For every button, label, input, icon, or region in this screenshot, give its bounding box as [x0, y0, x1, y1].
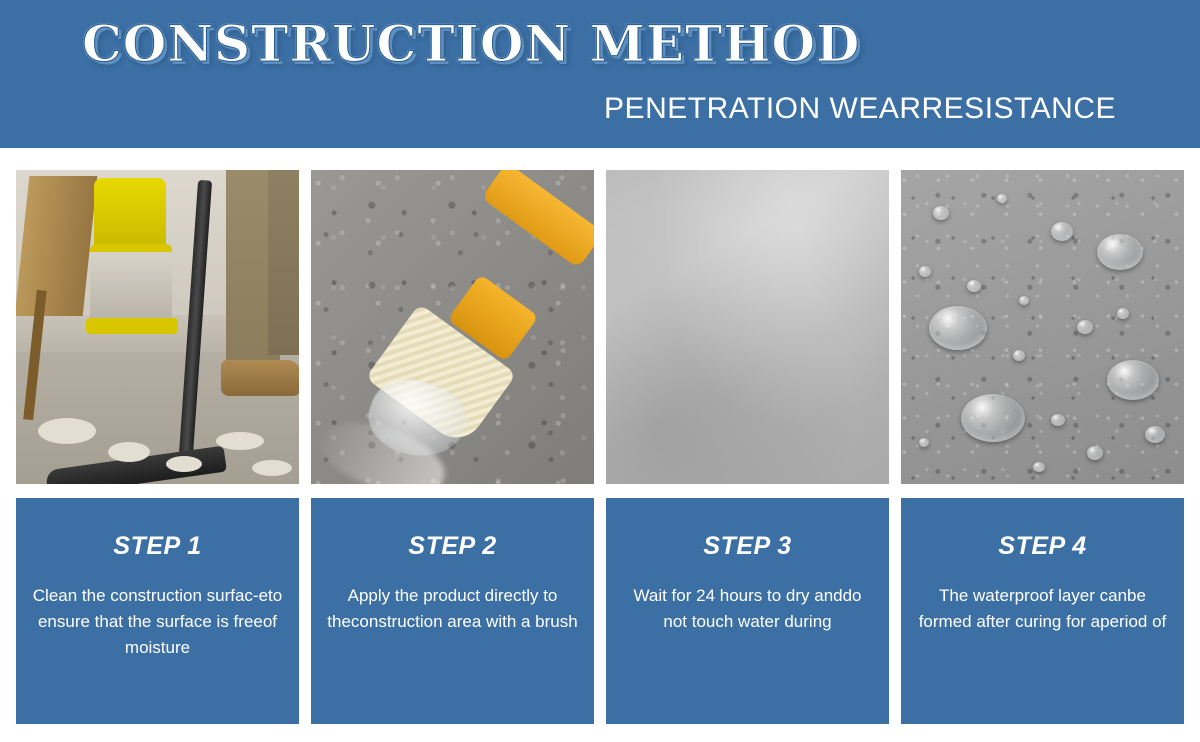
step-2: [311, 170, 594, 724]
step-1-image: [16, 170, 299, 484]
water-bead: [1107, 360, 1159, 400]
step-2-image: [311, 170, 594, 484]
step-1-label: STEP 1: [113, 532, 202, 561]
header-banner: [0, 0, 1200, 148]
page-subtitle: PENETRATION WEARRESISTANCE: [604, 92, 1116, 125]
water-bead: [1077, 320, 1093, 334]
step-2-description: Apply the product directly to theconstruction area with a brush: [327, 586, 578, 632]
water-bead: [1087, 446, 1103, 460]
water-bead: [1051, 414, 1065, 426]
water-bead: [961, 394, 1025, 442]
water-bead: [1033, 462, 1045, 472]
brush-handle: [481, 170, 594, 268]
step-1-description: Clean the construction surfac-eto ensure that the surface is freeof moisture: [32, 586, 283, 658]
water-bead: [933, 206, 949, 220]
vacuum-base: [86, 318, 178, 334]
step-3-card: [606, 498, 889, 724]
step-3: [606, 170, 889, 724]
steps-row: [0, 148, 1200, 742]
step-2-label: STEP 2: [408, 532, 497, 561]
debris-chunk: [38, 418, 96, 444]
worker-shoe: [221, 360, 299, 396]
step-4-card: [901, 498, 1184, 724]
step-1: [16, 170, 299, 724]
water-bead: [1019, 296, 1029, 305]
water-bead: [997, 194, 1007, 203]
step-4-image: [901, 170, 1184, 484]
step-4-description: The waterproof layer canbe formed after curing for aperiod of: [918, 586, 1167, 632]
step-4: [901, 170, 1184, 724]
water-bead: [919, 266, 931, 277]
water-bead: [1117, 308, 1129, 319]
step-2-card: [311, 498, 594, 724]
debris-chunk: [252, 460, 292, 476]
debris-chunk: [216, 432, 264, 450]
water-bead: [1145, 426, 1165, 443]
water-bead: [1013, 350, 1025, 361]
step-3-label: STEP 3: [703, 532, 792, 561]
water-bead: [1051, 222, 1073, 241]
debris-chunk: [166, 456, 202, 472]
debris-chunk: [108, 442, 150, 462]
worker-leg-right: [268, 170, 299, 355]
page-title: CONSTRUCTION METHOD: [82, 14, 861, 73]
water-bead: [929, 306, 987, 350]
vacuum-motor-head: [94, 178, 166, 252]
step-3-description: Wait for 24 hours to dry anddo not touch water during: [633, 586, 862, 632]
water-bead: [1097, 234, 1143, 270]
step-4-label: STEP 4: [998, 532, 1087, 561]
water-bead: [967, 280, 981, 292]
step-1-card: [16, 498, 299, 724]
step-3-image: [606, 170, 889, 484]
water-bead: [919, 438, 929, 447]
